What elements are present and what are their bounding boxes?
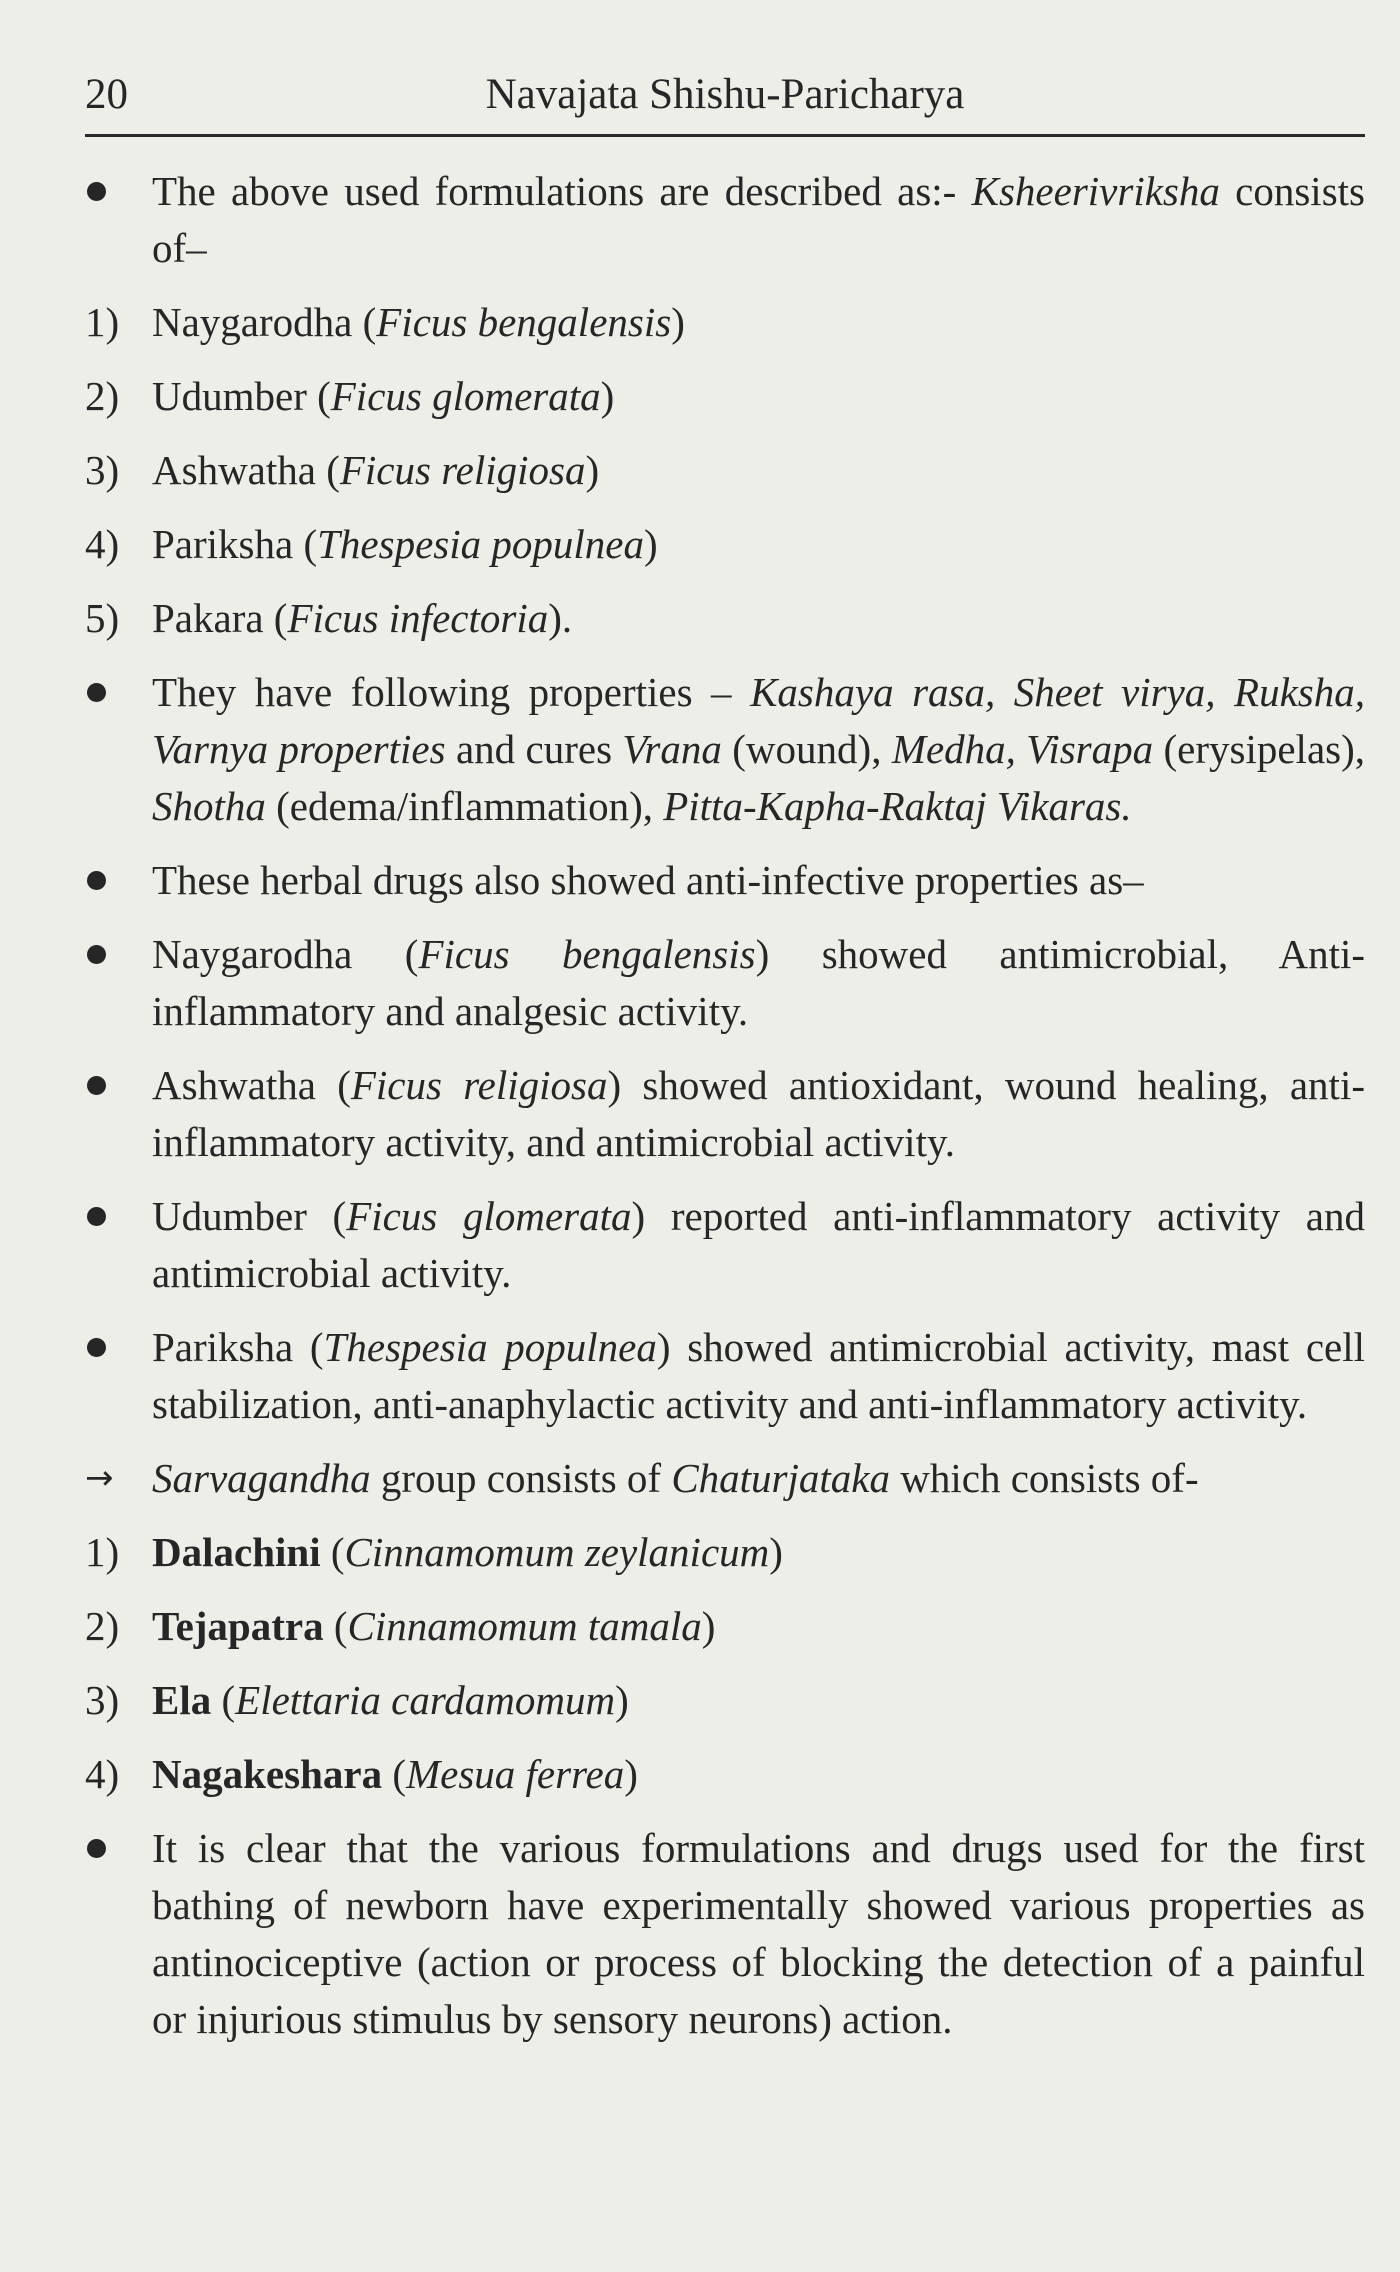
list-item: 3) Ashwatha (Ficus religiosa)	[85, 442, 1365, 499]
bullet-paragraph: It is clear that the various formulations and drugs used for the first bathing of newborn have experimentally showed various properties as antinociceptive (action or process of blocking the detection of a painful or injurious stimulus by sensory neurons) action.	[85, 1820, 1365, 2048]
list-number: 2)	[85, 1603, 120, 1649]
page-number: 20	[85, 71, 128, 118]
list-item: 4) Pariksha (Thespesia populnea)	[85, 516, 1365, 573]
bullet-icon	[87, 683, 106, 702]
list-number: 1)	[85, 1529, 120, 1575]
arrow-paragraph: → Sarvagandha group consists of Chaturjataka which consists of-	[85, 1450, 1365, 1507]
list-number: 4)	[85, 1751, 120, 1797]
list-item: 5) Pakara (Ficus infectoria).	[85, 590, 1365, 647]
bullet-paragraph: The above used formulations are described as:- Ksheerivriksha consists of–	[85, 163, 1365, 277]
running-title: Navajata Shishu-Paricharya	[485, 71, 965, 118]
list-number: 2)	[85, 373, 120, 419]
bullet-icon	[87, 182, 106, 201]
list-item: 2) Tejapatra (Cinnamomum tamala)	[85, 1598, 1365, 1655]
arrow-icon: →	[85, 1458, 114, 1498]
list-number: 5)	[85, 595, 120, 641]
list-item: 4) Nagakeshara (Mesua ferrea)	[85, 1746, 1365, 1803]
bullet-paragraph: Udumber (Ficus glomerata) reported anti-inflammatory activity and antimicrobial activity.	[85, 1188, 1365, 1302]
bullet-icon	[87, 1338, 106, 1357]
list-item: 1) Naygarodha (Ficus bengalensis)	[85, 294, 1365, 351]
bullet-paragraph: They have following properties – Kashaya rasa, Sheet virya, Ruksha, Varnya properties and cures Vrana (wound), Medha, Visrapa (erysipelas), Shotha (edema/inflammation), Pitta-Kapha-Raktaj Vikaras.	[85, 664, 1365, 835]
list-item: 2) Udumber (Ficus glomerata)	[85, 368, 1365, 425]
list-number: 4)	[85, 521, 120, 567]
bullet-icon	[87, 945, 106, 964]
list-number: 3)	[85, 447, 120, 493]
bullet-paragraph: These herbal drugs also showed anti-infective properties as–	[85, 852, 1365, 909]
list-item: 1) Dalachini (Cinnamomum zeylanicum)	[85, 1524, 1365, 1581]
bullet-paragraph: Pariksha (Thespesia populnea) showed antimicrobial activity, mast cell stabilization, anti-anaphylactic activity and anti-inflammatory activity.	[85, 1319, 1365, 1433]
list-item: 3) Ela (Elettaria cardamomum)	[85, 1672, 1365, 1729]
bullet-paragraph: Naygarodha (Ficus bengalensis) showed antimicrobial, Anti-inflammatory and analgesic activity.	[85, 926, 1365, 1040]
bullet-icon	[87, 1076, 106, 1095]
bullet-icon	[87, 1839, 106, 1858]
bullet-icon	[87, 1207, 106, 1226]
bullet-icon	[87, 871, 106, 890]
page-body	[85, 163, 1365, 2065]
list-number: 1)	[85, 299, 120, 345]
page-header	[85, 58, 1365, 137]
list-number: 3)	[85, 1677, 120, 1723]
bullet-paragraph: Ashwatha (Ficus religiosa) showed antioxidant, wound healing, anti-inflammatory activity, and antimicrobial activity.	[85, 1057, 1365, 1171]
